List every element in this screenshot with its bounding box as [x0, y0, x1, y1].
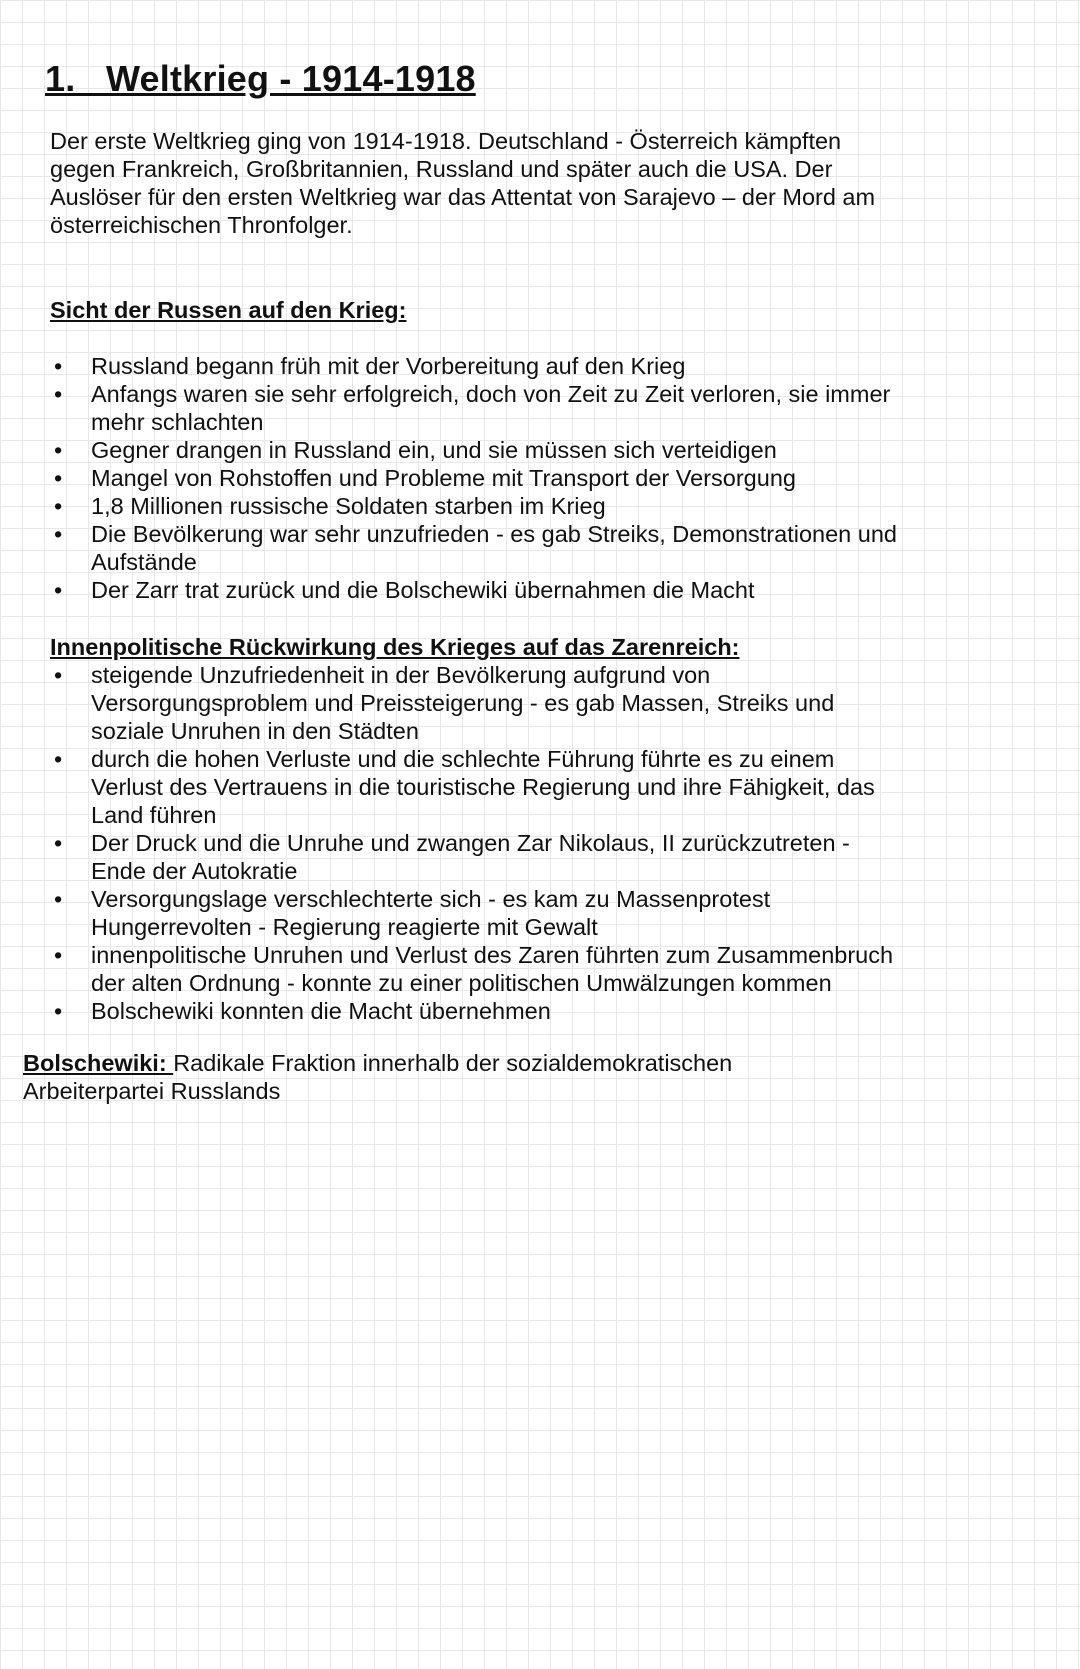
definition-bolschewiki: [23, 1049, 732, 1105]
list-item: [50, 829, 893, 885]
bullet-icon: •: [54, 465, 63, 491]
list-item-text: innenpolitische Unruhen und Verlust des Zaren führten zum Zusammenbruch: [91, 942, 894, 968]
list-item-text: 1,8 Millionen russische Soldaten starben im Krieg: [91, 493, 606, 519]
definition-text: Radikale Fraktion innerhalb der sozialdemokratischen: [173, 1050, 733, 1076]
bullet-icon: •: [54, 577, 63, 603]
intro-line: gegen Frankreich, Großbritannien, Russland und später auch die USA. Der: [50, 156, 833, 182]
list-item: [50, 352, 897, 380]
list-item: [50, 997, 893, 1025]
list-item-text: Versorgungslage verschlechterte sich - es kam zu Massenprotest: [91, 886, 771, 912]
list-item: [50, 464, 897, 492]
intro-paragraph: [50, 127, 875, 239]
intro-line: Der erste Weltkrieg ging von 1914-1918. Deutschland - Österreich kämpften: [50, 128, 842, 154]
bullet-icon: •: [54, 381, 63, 407]
bullet-icon: •: [54, 942, 63, 968]
list-item-text: Verlust des Vertrauens in die touristische Regierung und ihre Fähigkeit, das: [91, 774, 875, 800]
bullet-icon: •: [54, 521, 63, 547]
list-item: [50, 436, 897, 464]
list-item-text: Mangel von Rohstoffen und Probleme mit Transport der Versorgung: [91, 465, 796, 491]
intro-line: österreichischen Thronfolger.: [50, 212, 353, 238]
list-item-text: Bolschewiki konnten die Macht übernehmen: [91, 998, 551, 1024]
list-item: [50, 661, 893, 745]
page-title: 1. Weltkrieg - 1914-1918: [45, 58, 476, 99]
list-item-text: Hungerrevolten - Regierung reagierte mit Gewalt: [91, 914, 598, 940]
domestic-impact-list: [50, 661, 893, 1025]
section-heading-domestic-impact: Innenpolitische Rückwirkung des Krieges auf das Zarenreich:: [50, 634, 740, 660]
intro-line: Auslöser für den ersten Weltkrieg war das Attentat von Sarajevo – der Mord am: [50, 184, 876, 210]
list-item-text: Der Zarr trat zurück und die Bolschewiki übernahmen die Macht: [91, 577, 755, 603]
bullet-icon: •: [54, 437, 63, 463]
list-item: [50, 520, 897, 576]
list-item-text: Die Bevölkerung war sehr unzufrieden - es gab Streiks, Demonstrationen und: [91, 521, 897, 547]
bullet-icon: •: [54, 830, 63, 856]
list-item-text: durch die hohen Verluste und die schlechte Führung führte es zu einem: [91, 746, 835, 772]
list-item-text: soziale Unruhen in den Städten: [91, 718, 419, 744]
list-item-text: Gegner drangen in Russland ein, und sie müssen sich verteidigen: [91, 437, 777, 463]
bullet-icon: •: [54, 493, 63, 519]
definition-text: Arbeiterpartei Russlands: [23, 1078, 281, 1104]
bullet-icon: •: [54, 662, 63, 688]
list-item-text: Der Druck und die Unruhe und zwangen Zar Nikolaus, II zurückzutreten -: [91, 830, 850, 856]
list-item: [50, 492, 897, 520]
list-item-text: Ende der Autokratie: [91, 858, 298, 884]
list-item-text: Land führen: [91, 802, 217, 828]
bullet-icon: •: [54, 353, 63, 379]
section-heading-russian-view: Sicht der Russen auf den Krieg:: [50, 297, 407, 323]
list-item: [50, 885, 893, 941]
list-item-text: Anfangs waren sie sehr erfolgreich, doch von Zeit zu Zeit verloren, sie immer: [91, 381, 891, 407]
list-item-text: Aufstände: [91, 549, 197, 575]
bullet-icon: •: [54, 886, 63, 912]
russian-view-list: [50, 352, 897, 604]
bullet-icon: •: [54, 998, 63, 1024]
list-item: [50, 380, 897, 436]
list-item-text: der alten Ordnung - konnte zu einer politischen Umwälzungen kommen: [91, 970, 832, 996]
list-item: [50, 941, 893, 997]
list-item-text: Versorgungsproblem und Preissteigerung - es gab Massen, Streiks und: [91, 690, 835, 716]
list-item: [50, 745, 893, 829]
list-item: [50, 576, 897, 604]
list-item-text: steigende Unzufriedenheit in der Bevölkerung aufgrund von: [91, 662, 711, 688]
bullet-icon: •: [54, 746, 63, 772]
definition-term: Bolschewiki:: [23, 1050, 174, 1076]
list-item-text: Russland begann früh mit der Vorbereitung auf den Krieg: [91, 353, 686, 379]
list-item-text: mehr schlachten: [91, 409, 264, 435]
